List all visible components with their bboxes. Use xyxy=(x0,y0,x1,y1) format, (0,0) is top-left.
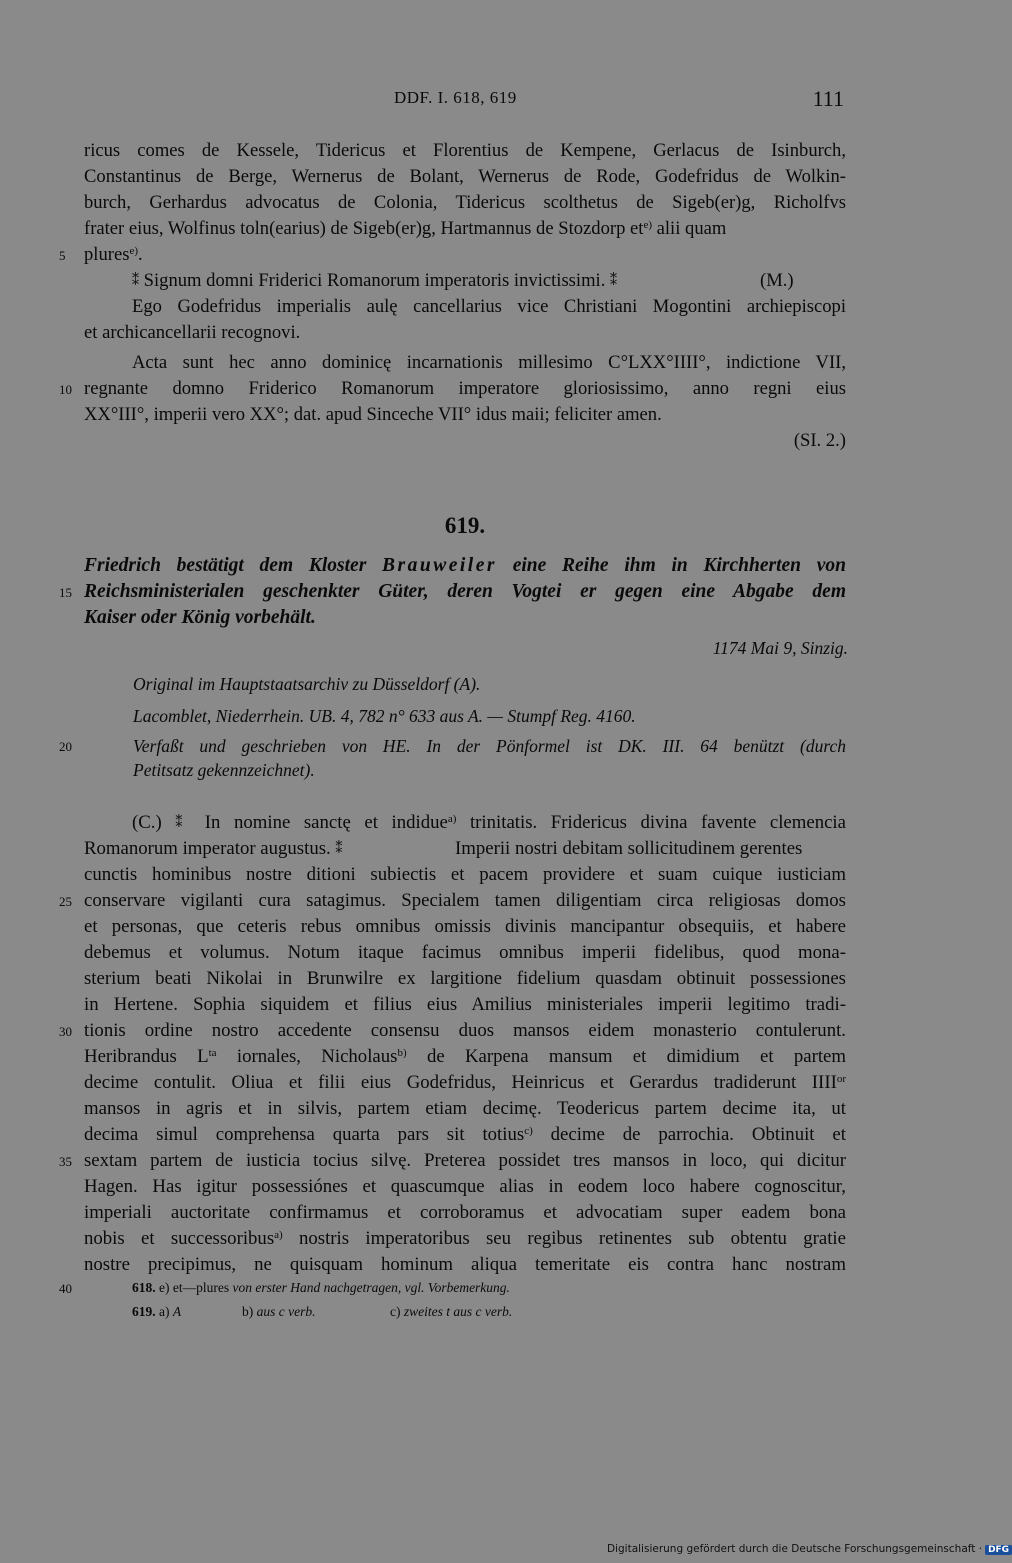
footnote-item xyxy=(242,1300,315,1324)
line-number: 25 xyxy=(59,894,72,909)
text-fragment: (C.) xyxy=(132,812,176,833)
text-line: sterium beati Nikolai in Brunwilre ex largitione fidelium quasdam obtinuit possessiones xyxy=(84,968,846,989)
text-fragment: trinitatis. Fridericus divina favente clemencia xyxy=(456,812,846,833)
text-line: Hagen. Has igitur possessiónes et quascumque alias in eodem loco habere cognoscitur, xyxy=(84,1176,846,1197)
document-number: 619. xyxy=(444,513,486,538)
text-fragment: eine Reihe ihm in Kirchherten von xyxy=(496,555,846,576)
text-line: in Hertene. Sophia siquidem et filius eius Amilius ministeriales imperii legitimo tradi- xyxy=(84,994,846,1015)
text-line xyxy=(84,836,846,862)
text-fragment: Friedrich bestätigt dem Kloster xyxy=(84,555,383,576)
text-line xyxy=(84,1226,846,1252)
text-fragment: Imperii nostri debitam sollicitudinem gerentes xyxy=(455,838,803,859)
text-line xyxy=(84,1070,846,1096)
text-line xyxy=(84,1122,846,1148)
regest-line xyxy=(84,553,846,579)
text-fragment: tionis ordine nostro accedente consensu duos mansos eidem monasterio contulerunt. xyxy=(84,1020,846,1041)
doc-618-text xyxy=(59,138,846,454)
text-line: nostre precipimus, ne quisquam hominum aliqua temeritate eis contra hanc nostram xyxy=(84,1254,846,1275)
text-fragment: In nomine sanctę et indidue xyxy=(191,812,448,833)
text-fragment: Heribrandus L xyxy=(84,1046,209,1067)
running-title: DDF. I. 618, 619 xyxy=(394,88,517,107)
text-fragment: decime de parrochia. Obtinuit et xyxy=(532,1124,846,1145)
regest xyxy=(59,553,846,631)
text-fragment: e) et—plures xyxy=(155,1280,233,1295)
text-fragment: decima simul comprehensa quarta pars sit totius xyxy=(84,1124,525,1145)
seal-mark: (SI. 2.) xyxy=(793,430,846,451)
footnote-marker: e) xyxy=(643,219,652,231)
chrismon-cross-icon: ⁑ xyxy=(610,274,618,289)
text-line: ricus comes de Kessele, Tidericus et Florentius de Kempene, Gerlacus de Isinburch, xyxy=(84,140,846,161)
footnote-line xyxy=(59,1276,846,1300)
text-line: debemus et volumus. Notum itaque facimus omnibus imperii fidelibus, quod mona- xyxy=(84,942,846,963)
dating-line: Acta sunt hec anno dominicę incarnationis millesimo C°LXX°IIII°, indictione VII, xyxy=(132,352,846,373)
footnote-marker: b) xyxy=(397,1047,407,1059)
footnote-marker: a) xyxy=(274,1229,283,1241)
line-number: 30 xyxy=(59,1024,72,1039)
line-number: 20 xyxy=(59,739,72,754)
note-line xyxy=(59,734,846,758)
text-fragment: de Karpena mansum et dimidium et partem xyxy=(406,1046,846,1067)
text-line: cunctis hominibus nostre ditioni subiectis et pacem providere et suam cuique iusticiam xyxy=(84,864,846,885)
text-fragment: Verfaßt und geschrieben von HE. In der Pönformel ist DK. III. 64 benützt (durch xyxy=(133,736,846,756)
line-number: 40 xyxy=(59,1281,72,1296)
text-line xyxy=(84,810,846,836)
text-fragment: nobis et successoribus xyxy=(84,1228,275,1249)
recognition-line: Ego Godefridus imperialis aulę cancellarius vice Christiani Mogontini archiepiscopi xyxy=(132,296,846,317)
superscript: or xyxy=(836,1073,846,1085)
text-fragment: conservare vigilanti cura satagimus. Specialem tamen diligentiam circa religiosas domos xyxy=(84,890,846,911)
footnote-doc-number: 618. xyxy=(132,1280,156,1295)
text-fragment: aus c verb. xyxy=(256,1304,316,1319)
text-fragment: . xyxy=(138,244,143,265)
dfg-logo-icon: DFG xyxy=(985,1545,1012,1555)
footnote-marker: e) xyxy=(129,245,138,257)
footnote-marker: a) xyxy=(447,813,457,825)
text-fragment: regnante domno Friderico Romanorum imperatore gloriosissimo, anno regni eius xyxy=(84,378,846,399)
text-fragment: a) xyxy=(155,1304,173,1319)
text-fragment: Romanorum imperator augustus. xyxy=(84,838,336,859)
line-number: 10 xyxy=(59,382,72,397)
line-number: 5 xyxy=(59,248,66,263)
chrismon-cross-icon: ⁑ xyxy=(335,842,343,857)
text-line xyxy=(59,1018,846,1044)
text-line xyxy=(59,1148,846,1174)
superscript: ta xyxy=(208,1047,217,1059)
doc-619-text xyxy=(59,810,846,1278)
note-line: Original im Hauptstaatsarchiv zu Düsseldorf (A). xyxy=(133,674,481,694)
signum-line xyxy=(84,268,846,294)
regest-line: Kaiser oder König vorbehält. xyxy=(84,607,316,628)
note-line: Petitsatz gekennzeichnet). xyxy=(133,760,315,780)
text-line: imperiali auctoritate confirmamus et corroboramus et advocatiam super eadem bona xyxy=(84,1202,846,1223)
line-number: 35 xyxy=(59,1154,72,1169)
line-number: 15 xyxy=(59,585,72,600)
text-fragment: iornales, Nicholaus xyxy=(216,1046,398,1067)
text-fragment: b) xyxy=(242,1304,257,1319)
text-line xyxy=(59,242,846,268)
text-line xyxy=(84,1044,846,1070)
footnote-item xyxy=(390,1300,512,1324)
regest-line xyxy=(59,579,846,605)
text-fragment: c) xyxy=(390,1304,404,1319)
date-place: 1174 Mai 9, Sinzig. xyxy=(712,638,848,658)
credit-text: Digitalisierung gefördert durch die Deutsche Forschungsgemeinschaft · xyxy=(607,1543,983,1555)
text-fragment: von erster Hand nachgetragen, vgl. Vorbemerkung. xyxy=(232,1280,510,1295)
text-fragment: decime contulit. Oliua et filii eius Godefridus, Heinricus et Gerardus tradiderunt IIII xyxy=(84,1072,837,1093)
text-fragment: nostris imperatoribus seu regibus retinentes sub obtentu gratie xyxy=(282,1228,846,1249)
dating-line xyxy=(59,376,846,402)
page-number: 111 xyxy=(812,86,844,111)
chrismon-cross-icon: ⁑ xyxy=(132,274,139,289)
text-line: mansos in agris et in silvis, partem etiam decimę. Teodericus partem decime ita, ut xyxy=(84,1098,846,1119)
text-fragment: frater eius, Wolfinus toln(earius) de Sigeb(er)g, Hartmannus de Stozdorp et xyxy=(84,218,644,239)
text-line: burch, Gerhardus advocatus de Colonia, Tidericus scolthetus de Sigeb(er)g, Richolfvs xyxy=(84,192,846,213)
page-header xyxy=(0,88,1000,116)
footnotes xyxy=(59,1276,846,1324)
text-fragment: sextam partem de iusticia tocius silvę. Preterea possidet tres mansos in loco, qui dicitur xyxy=(84,1150,846,1171)
monogram-mark: (M.) xyxy=(760,270,794,291)
text-fragment: plures xyxy=(84,244,130,265)
chrismon-cross-icon: ⁑ xyxy=(175,816,192,831)
text-fragment: zweites t aus c verb. xyxy=(403,1304,513,1319)
text-line xyxy=(84,216,846,242)
footnote-line xyxy=(84,1300,846,1324)
digitization-credit xyxy=(607,1543,1012,1555)
text-line: Constantinus de Berge, Wernerus de Bolant, Wernerus de Rode, Godefridus de Wolkin- xyxy=(84,166,846,187)
recognition-line: et archicancellarii recognovi. xyxy=(84,322,301,343)
footnote-doc-number: 619. xyxy=(132,1304,156,1319)
preliminary-notes xyxy=(59,670,846,782)
text-fragment: A xyxy=(172,1304,182,1319)
text-fragment: alii quam xyxy=(651,218,727,239)
text-line xyxy=(59,888,846,914)
place-name: Brauweiler xyxy=(382,555,497,576)
text-fragment: Reichsministerialen geschenkter Güter, deren Vogtei er gegen eine Abgabe dem xyxy=(84,581,846,602)
text-line: et personas, que ceteris rebus omnibus omissis divinis mancipantur obsequiis, et habere xyxy=(84,916,846,937)
note-line: Lacomblet, Niederrhein. UB. 4, 782 n° 633 aus A. — Stumpf Reg. 4160. xyxy=(133,706,636,726)
signum-text: Signum domni Friderici Romanorum imperatoris invictissimi. xyxy=(139,270,611,291)
dating-line: XX°III°, imperii vero XX°; dat. apud Sinceche VII° idus maii; feliciter amen. xyxy=(84,404,662,425)
footnote-marker: c) xyxy=(524,1125,533,1137)
